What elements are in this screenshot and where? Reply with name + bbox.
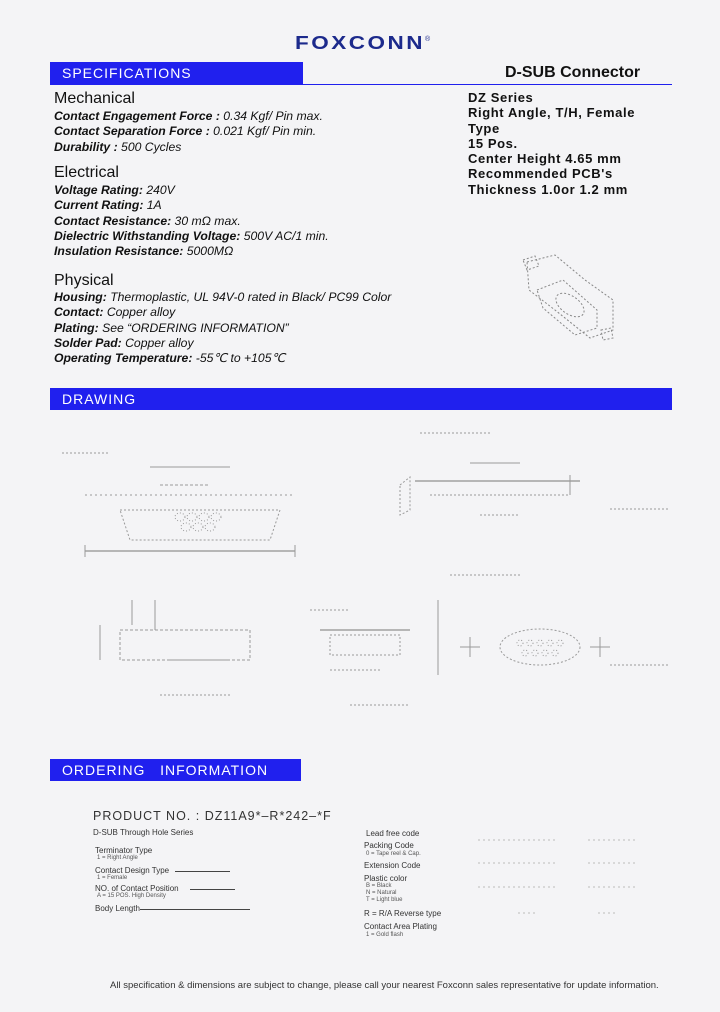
ordering-section-bar xyxy=(50,759,301,781)
order-field-series: D-SUB Through Hole Series xyxy=(93,828,194,837)
physical-specs xyxy=(54,290,391,366)
order-field-packing-sub: 0 = Tape reel & Cap. xyxy=(366,851,421,857)
spec-row: Insulation Resistance: 5000MΩ xyxy=(54,244,234,259)
order-field-terminator: Terminator Type xyxy=(95,846,153,855)
drawing-section-bar xyxy=(50,388,672,410)
spec-row: Dielectric Withstanding Voltage: 500V AC/1 min. xyxy=(54,228,329,243)
order-field-terminator-sub: 1 = Right Angle xyxy=(97,855,138,861)
leader-line xyxy=(190,889,235,890)
spec-row: Durability : 500 Cycles xyxy=(54,139,182,154)
order-field-contact-plating: Contact Area Plating xyxy=(364,922,437,931)
order-field-packing: Packing Code xyxy=(364,841,414,850)
connector-product-image xyxy=(515,250,625,345)
order-field-positions: NO. of Contact Position xyxy=(95,884,179,893)
physical-heading: Physical xyxy=(54,272,114,289)
series-line: 15 Pos. xyxy=(468,135,518,151)
spec-row: Housing: Thermoplastic, UL 94V-0 rated in Black/ PC99 Color xyxy=(54,290,392,304)
order-field-extension: Extension Code xyxy=(364,861,421,870)
ordering-title: ORDERING INFORMATION xyxy=(62,762,269,778)
specifications-title: SPECIFICATIONS xyxy=(62,65,192,81)
order-field-contact-design: Contact Design Type xyxy=(95,866,170,875)
spec-row: Voltage Rating: 240V xyxy=(54,183,175,197)
spec-row: Contact Engagement Force : 0.34 Kgf/ Pin max. xyxy=(54,109,323,123)
foxconn-logo: FOXCONN xyxy=(295,33,425,53)
series-line: Thickness 1.0or 1.2 mm xyxy=(468,181,628,197)
spec-row: Operating Temperature: -55℃ to +105℃ xyxy=(54,351,286,366)
order-field-positions-sub: A = 15 POS. High Density xyxy=(97,893,166,899)
series-description xyxy=(468,90,635,197)
series-line: DZ Series xyxy=(468,90,534,105)
spec-row: Contact Separation Force : 0.021 Kgf/ Pin min. xyxy=(54,124,317,139)
spec-row: Solder Pad: Copper alloy xyxy=(54,335,194,350)
specifications-divider xyxy=(50,84,672,85)
leader-line xyxy=(175,871,230,872)
spec-row: Plating: See “ORDERING INFORMATION” xyxy=(54,320,289,335)
mechanical-heading: Mechanical xyxy=(54,90,135,107)
drawing-title: DRAWING xyxy=(62,391,137,407)
leader-line xyxy=(140,909,250,910)
order-field-body-length: Body Length xyxy=(95,904,140,913)
order-field-lead-free: Lead free code xyxy=(366,829,420,838)
mechanical-specs xyxy=(54,109,323,155)
ordering-code-table xyxy=(478,835,678,925)
footer-note: All specification & dimensions are subject to change, please call your nearest Foxconn sales representative for update information. xyxy=(110,980,659,991)
series-line: Right Angle, T/H, Female xyxy=(468,105,636,121)
order-field-reverse-type: R = R/A Reverse type xyxy=(364,909,442,918)
spec-row: Contact Resistance: 30 mΩ max. xyxy=(54,213,241,228)
series-line: Recommended PCB's xyxy=(468,166,613,182)
order-field-contact-design-sub: 1 = Female xyxy=(97,875,128,881)
spec-row: Current Rating: 1A xyxy=(54,198,162,213)
order-field-plastic-color: Plastic color xyxy=(364,874,408,883)
product-number: PRODUCT NO. : DZ11A9*–R*242–*F xyxy=(93,809,332,823)
order-field-contact-plating-sub: 1 = Gold flash xyxy=(366,932,404,938)
technical-drawing xyxy=(50,415,672,745)
series-line: Center Height 4.65 mm xyxy=(468,151,622,167)
product-title: D-SUB Connector xyxy=(505,64,641,81)
specifications-section-bar xyxy=(50,62,303,84)
registered-mark: ® xyxy=(425,36,431,43)
spec-row: Contact: Copper alloy xyxy=(54,305,176,320)
series-line: Type xyxy=(468,120,500,136)
electrical-heading: Electrical xyxy=(54,164,119,181)
order-field-plastic-color-sub: B = Black N = Natural T = Light blue xyxy=(366,883,403,903)
electrical-specs xyxy=(54,183,329,259)
